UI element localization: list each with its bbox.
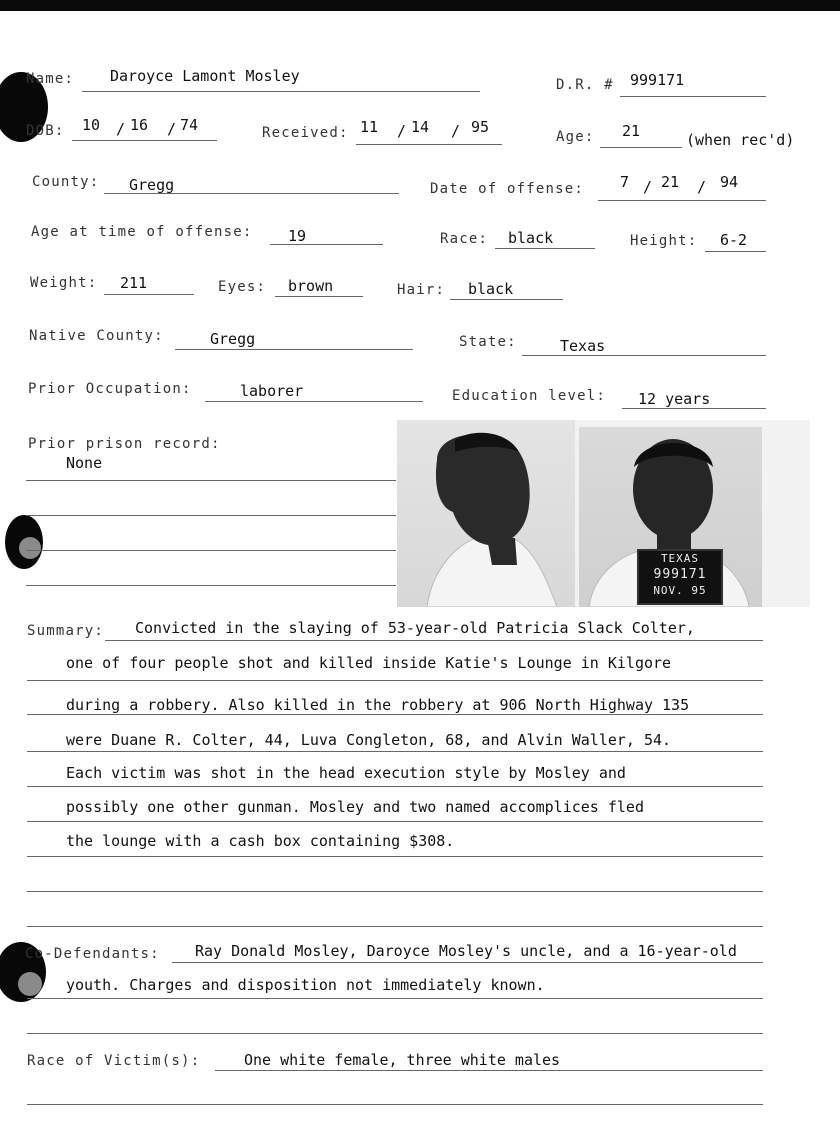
summary-underline-2 [27, 680, 763, 681]
codefendants-underline-1 [172, 962, 763, 963]
dr-label: D.R. # [556, 77, 614, 93]
victim-race-underline [215, 1070, 763, 1071]
eyes-label: Eyes: [218, 279, 267, 295]
age-underline [600, 147, 682, 148]
summary-underline-4 [27, 751, 763, 752]
state-underline [522, 355, 766, 356]
received-year: 95 [471, 118, 490, 136]
summary-underline-3 [27, 714, 763, 715]
dob-sep-1: / [116, 120, 126, 138]
placard-number: 999171 [653, 567, 707, 582]
race-value: black [508, 229, 554, 247]
hair-underline [450, 299, 563, 300]
education-value: 12 years [638, 390, 711, 408]
state-value: Texas [560, 337, 606, 355]
scan-top-edge [0, 0, 840, 11]
age-value: 21 [622, 122, 641, 140]
received-sep-1: / [397, 122, 407, 140]
summary-line-4: were Duane R. Colter, 44, Luva Congleton, 68, and Alvin Waller, 54. [66, 731, 672, 749]
state-label: State: [459, 334, 517, 350]
summary-line-3: during a robbery. Also killed in the robbery at 906 North Highway 135 [66, 696, 690, 714]
native-county-underline [175, 349, 413, 350]
native-county-label: Native County: [29, 328, 164, 344]
weight-underline [104, 294, 194, 295]
height-label: Height: [630, 233, 698, 249]
offense-month: 7 [620, 173, 630, 191]
placard-date: NOV. 95 [653, 584, 707, 597]
age-offense-value: 19 [288, 227, 307, 245]
race-label: Race: [440, 231, 489, 247]
offense-sep-1: / [643, 178, 653, 196]
received-month: 11 [360, 118, 379, 136]
dr-number: 999171 [630, 71, 685, 89]
punch-hole-middle [5, 515, 43, 569]
occupation-label: Prior Occupation: [28, 381, 192, 397]
native-county-value: Gregg [210, 330, 256, 348]
county-underline [104, 193, 399, 194]
county-label: County: [32, 174, 100, 190]
age-offense-underline [270, 244, 383, 245]
offense-sep-2: / [697, 178, 707, 196]
hair-value: black [468, 280, 514, 298]
summary-line-6: possibly one other gunman. Mosley and two named accomplices fled [66, 798, 644, 816]
county-value: Gregg [129, 176, 175, 194]
mugshot-profile [397, 420, 575, 607]
mugshot-photo [397, 420, 810, 607]
dob-month: 10 [82, 116, 101, 134]
dob-day: 16 [130, 116, 149, 134]
codefendants-line-1: Ray Donald Mosley, Daroyce Mosley's uncle, and a 16-year-old [195, 942, 737, 960]
summary-line-5: Each victim was shot in the head execution style by Mosley and [66, 764, 626, 782]
eyes-value: brown [288, 277, 334, 295]
education-underline [622, 408, 766, 409]
dob-year: 74 [180, 116, 199, 134]
summary-underline-5 [27, 786, 763, 787]
placard-state: TEXAS [660, 552, 700, 565]
received-sep-2: / [451, 122, 461, 140]
hair-label: Hair: [397, 282, 446, 298]
occupation-underline [205, 401, 423, 402]
codefendants-line-2: youth. Charges and disposition not immediately known. [66, 976, 545, 994]
dob-underline [72, 140, 217, 141]
name-underline [82, 91, 480, 92]
mugshot-front [579, 427, 762, 607]
summary-line-2: one of four people shot and killed inside Katie's Lounge in Kilgore [66, 654, 672, 672]
prior-line-2 [26, 515, 396, 516]
inmate-id-placard [637, 549, 723, 605]
offense-date-label: Date of offense: [430, 181, 585, 197]
offense-year: 94 [720, 173, 739, 191]
height-underline [705, 251, 766, 252]
prior-line-1 [26, 480, 396, 481]
weight-label: Weight: [30, 275, 98, 291]
occupation-value: laborer [240, 382, 304, 400]
prior-line-3 [26, 550, 396, 551]
summary-line-1: Convicted in the slaying of 53-year-old Patricia Slack Colter, [135, 619, 695, 637]
victim-race-label: Race of Victim(s): [27, 1053, 201, 1069]
age-note: (when rec'd) [686, 131, 795, 149]
dr-underline [620, 96, 766, 97]
weight-value: 211 [120, 274, 148, 292]
offense-date-underline [598, 200, 766, 201]
codefendants-underline-2 [27, 998, 763, 999]
received-label: Received: [262, 125, 349, 141]
summary-underline-9 [27, 926, 763, 927]
victim-race-value: One white female, three white males [244, 1051, 561, 1069]
age-label: Age: [556, 129, 595, 145]
codefendants-label: Co-Defendants: [25, 946, 160, 962]
age-offense-label: Age at time of offense: [31, 224, 253, 240]
name-label: Name: [26, 71, 75, 87]
prior-line-4 [26, 585, 396, 586]
received-day: 14 [411, 118, 430, 136]
summary-line-7: the lounge with a cash box containing $308. [66, 832, 455, 850]
prior-record-value: None [66, 454, 103, 472]
race-underline [495, 248, 595, 249]
dob-sep-2: / [167, 120, 177, 138]
summary-underline-1 [105, 640, 763, 641]
education-label: Education level: [452, 388, 607, 404]
summary-underline-7 [27, 856, 763, 857]
codefendants-underline-3 [27, 1033, 763, 1034]
prior-record-label: Prior prison record: [28, 436, 221, 452]
summary-underline-6 [27, 821, 763, 822]
victim-race-underline-2 [27, 1104, 763, 1105]
eyes-underline [275, 296, 363, 297]
summary-underline-8 [27, 891, 763, 892]
dob-label: DOB: [26, 123, 65, 139]
received-underline [356, 144, 502, 145]
summary-label: Summary: [27, 623, 105, 639]
name-value: Daroyce Lamont Mosley [110, 67, 300, 85]
height-value: 6-2 [720, 231, 748, 249]
offense-day: 21 [661, 173, 680, 191]
